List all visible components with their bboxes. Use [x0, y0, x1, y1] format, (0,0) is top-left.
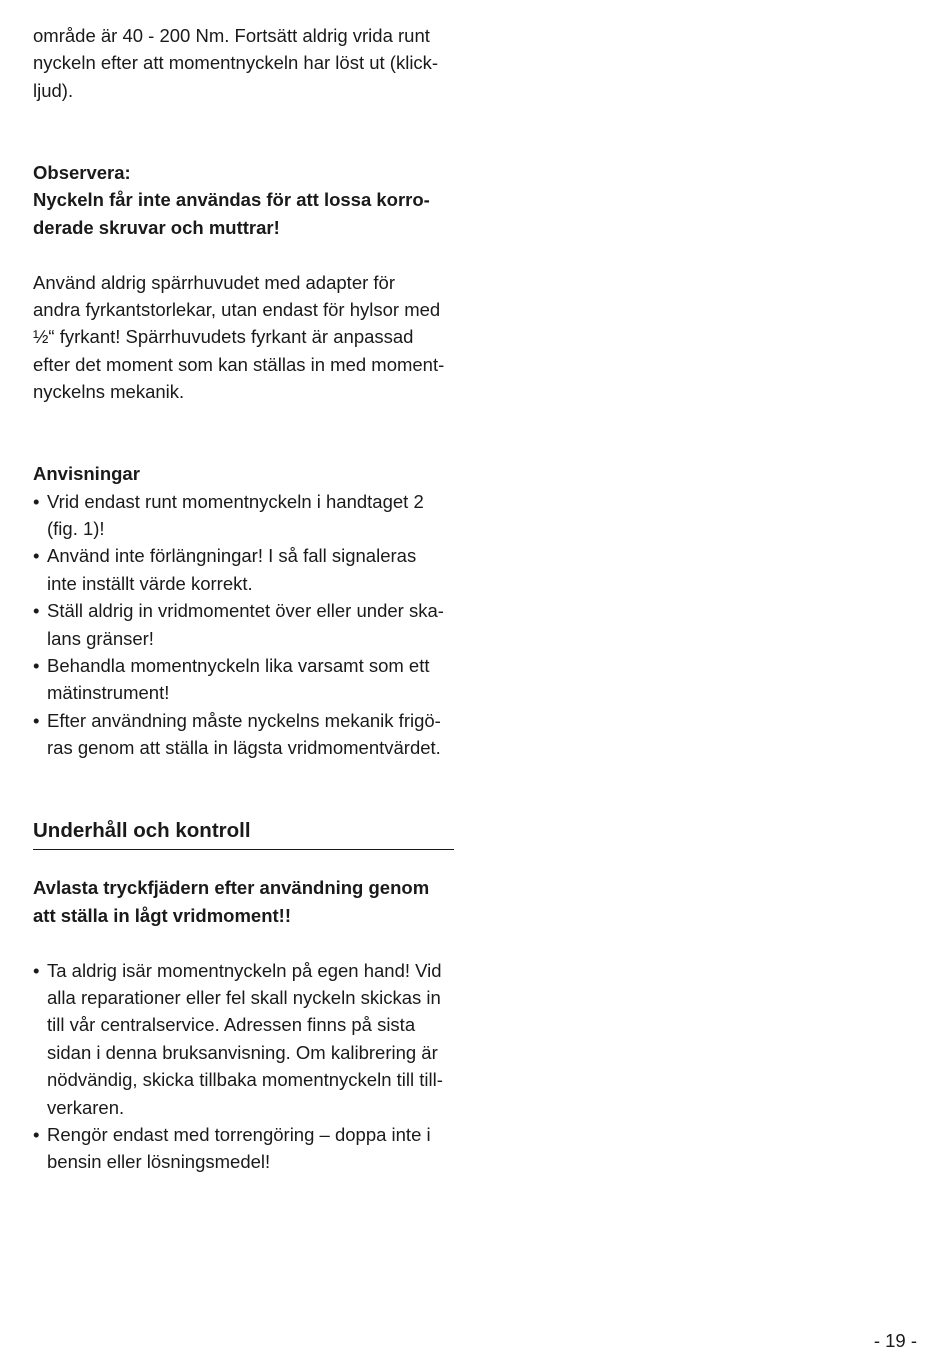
list-item — [33, 597, 455, 652]
list-item-line: till vår centralservice. Adressen finns på sista — [47, 1014, 416, 1036]
notice-line: Avlasta tryckfjädern efter användning genom — [33, 877, 430, 899]
adapter-paragraph — [33, 269, 455, 406]
text-line: efter det moment som kan ställas in med moment- — [33, 353, 445, 375]
maintenance-section — [33, 816, 455, 1175]
list-item-line: ras genom att ställa in lägsta vridmomentvärdet. — [47, 737, 441, 759]
list-item-line: Ta aldrig isär momentnyckeln på egen hand! Vid — [47, 959, 442, 981]
list-item-line: Vrid endast runt momentnyckeln i handtaget 2 — [47, 490, 424, 512]
list-item — [33, 1121, 455, 1176]
list-item-line: Rengör endast med torrengöring – doppa inte i — [47, 1123, 431, 1145]
notice-line: att ställa in lågt vridmoment!! — [33, 904, 292, 926]
list-item-line: verkaren. — [47, 1096, 125, 1118]
instructions-heading: Anvisningar — [33, 463, 140, 485]
list-item-line: sidan i denna bruksanvisning. Om kalibrering är — [47, 1041, 438, 1063]
warning-label: Observera: — [33, 161, 131, 183]
text-line: nyckelns mekanik. — [33, 381, 185, 403]
text-line: område är 40 - 200 Nm. Fortsätt aldrig vrida runt — [33, 25, 430, 46]
list-item — [33, 957, 455, 1121]
bullet-icon: • — [33, 959, 40, 981]
warning-text-line: Nyckeln får inte användas för att lossa korro- — [33, 189, 430, 211]
list-item-line: Efter användning måste nyckelns mekanik frigö- — [47, 709, 441, 731]
bullet-icon: • — [33, 545, 40, 567]
bullet-icon: • — [33, 709, 40, 731]
list-item-line: bensin eller lösningsmedel! — [47, 1151, 271, 1173]
list-item-line: (fig. 1)! — [47, 518, 105, 540]
list-item — [33, 707, 455, 762]
text-line: ljud). — [33, 79, 74, 101]
page-number: - 19 - — [873, 1330, 917, 1351]
list-item-line: lans gränser! — [47, 627, 154, 649]
list-item — [33, 542, 455, 597]
bullet-icon: • — [33, 1123, 40, 1145]
intro-paragraph — [33, 22, 455, 104]
instructions-section — [33, 460, 455, 761]
page-column — [33, 22, 455, 1176]
list-item-line: Behandla momentnyckeln lika varsamt som ett — [47, 655, 430, 677]
text-line: Använd aldrig spärrhuvudet med adapter för — [33, 271, 395, 293]
warning-text-line: derade skruvar och muttrar! — [33, 216, 280, 238]
maintenance-notice — [33, 874, 455, 929]
maintenance-heading: Underhåll och kontroll — [33, 819, 251, 843]
text-line: andra fyrkantstorlekar, utan endast för hylsor med — [33, 298, 441, 320]
list-item-line: mätinstrument! — [47, 682, 170, 704]
list-item-line: Ställ aldrig in vridmomentet över eller under ska- — [47, 600, 444, 622]
list-item-line: inte inställt värde korrekt. — [47, 572, 253, 594]
bullet-icon: • — [33, 490, 40, 512]
maintenance-list — [33, 957, 455, 1176]
list-item — [33, 652, 455, 707]
list-item-line: nödvändig, skicka tillbaka momentnyckeln till till- — [47, 1069, 443, 1091]
list-item — [33, 488, 455, 543]
list-item-line: Använd inte förlängningar! I så fall signaleras — [47, 545, 417, 567]
bullet-icon: • — [33, 600, 40, 622]
instructions-list — [33, 488, 455, 762]
text-line: nyckeln efter att momentnyckeln har löst ut (klick- — [33, 52, 439, 74]
warning-block — [33, 159, 455, 241]
list-item-line: alla reparationer eller fel skall nyckeln skickas in — [47, 986, 441, 1008]
text-line: ½“ fyrkant! Spärrhuvudets fyrkant är anpassad — [33, 326, 414, 348]
bullet-icon: • — [33, 655, 40, 677]
